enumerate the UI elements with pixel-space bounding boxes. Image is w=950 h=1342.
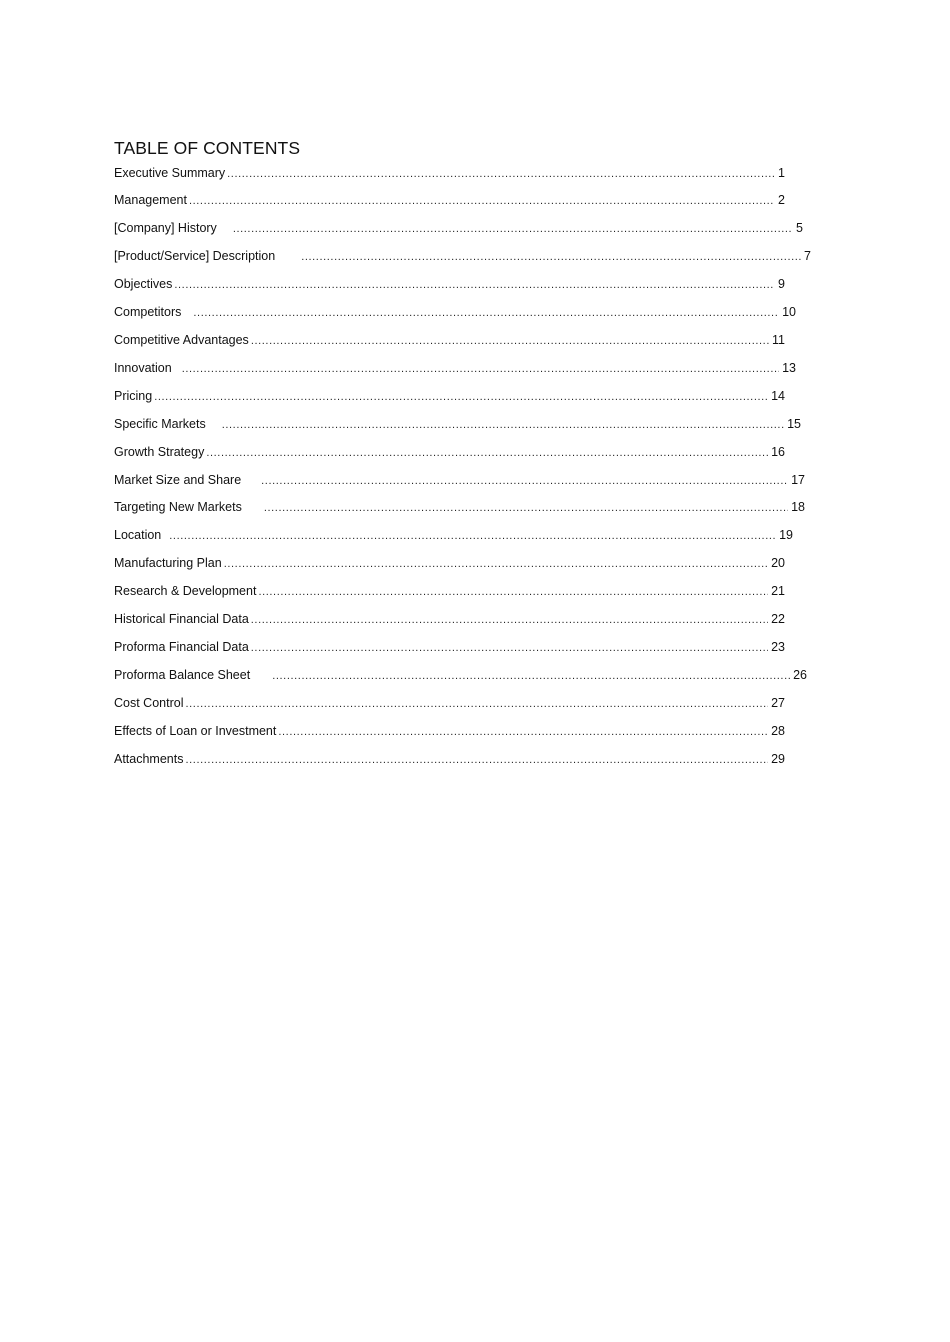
toc-entry-page: 15 xyxy=(787,417,801,431)
toc-entry-page: 21 xyxy=(771,584,785,598)
toc-dot-leader xyxy=(185,751,768,768)
toc-entry[interactable] xyxy=(114,275,785,293)
toc-entry[interactable] xyxy=(114,219,803,237)
toc-entry[interactable] xyxy=(114,331,785,349)
toc-entry-page: 28 xyxy=(771,724,785,738)
toc-entry-page: 16 xyxy=(771,445,785,459)
toc-dot-leader xyxy=(185,695,768,712)
toc-entry[interactable] xyxy=(114,526,793,544)
toc-entry[interactable] xyxy=(114,582,785,600)
toc-entry-label: Location xyxy=(114,528,162,542)
toc-entry-page: 19 xyxy=(779,528,793,542)
toc-entry-page: 22 xyxy=(771,612,785,626)
toc-entry[interactable] xyxy=(114,359,796,377)
toc-entry-page: 26 xyxy=(793,668,807,682)
toc-entry-label: Manufacturing Plan xyxy=(114,556,222,570)
toc-dot-leader xyxy=(174,276,775,293)
toc-entry-page: 1 xyxy=(778,166,785,180)
toc-dot-leader xyxy=(206,444,768,461)
toc-dot-leader xyxy=(193,304,779,321)
toc-entry-page: 10 xyxy=(782,305,796,319)
toc-entry-label: Market Size and Share xyxy=(114,473,242,487)
toc-entry-page: 13 xyxy=(782,361,796,375)
toc-entry-label: Effects of Loan or Investment xyxy=(114,724,277,738)
toc-dot-leader xyxy=(227,165,775,182)
toc-dot-leader xyxy=(251,639,768,656)
toc-entry-page: 5 xyxy=(796,221,803,235)
toc-dot-leader xyxy=(251,332,769,349)
toc-entry-label: Proforma Financial Data xyxy=(114,640,249,654)
toc-entry-label: Attachments xyxy=(114,752,184,766)
toc-entry-label: Cost Control xyxy=(114,696,184,710)
toc-entry-label: Growth Strategy xyxy=(114,445,205,459)
toc-dot-leader xyxy=(251,611,768,628)
toc-entry-label: [Company] History xyxy=(114,221,217,235)
toc-entry-page: 29 xyxy=(771,752,785,766)
toc-dot-leader xyxy=(233,220,793,237)
toc-entry-label: [Product/Service] Description xyxy=(114,249,276,263)
toc-title: TABLE OF CONTENTS xyxy=(114,138,301,158)
toc-dot-leader xyxy=(189,192,775,209)
toc-entry[interactable] xyxy=(114,638,785,656)
toc-entry[interactable] xyxy=(114,247,811,265)
toc-entry-page: 27 xyxy=(771,696,785,710)
toc-entry[interactable] xyxy=(114,164,785,182)
toc-entry[interactable] xyxy=(114,610,785,628)
toc-entry-page: 9 xyxy=(778,277,785,291)
toc-entry-page: 14 xyxy=(771,389,785,403)
toc-entry-label: Proforma Balance Sheet xyxy=(114,668,251,682)
toc-entry-page: 11 xyxy=(772,333,785,347)
toc-list xyxy=(114,0,834,800)
toc-entry[interactable] xyxy=(114,303,796,321)
toc-entry[interactable] xyxy=(114,694,785,712)
toc-entry-label: Specific Markets xyxy=(114,417,206,431)
toc-entry[interactable] xyxy=(114,750,785,768)
toc-entry-label: Competitors xyxy=(114,305,182,319)
toc-entry-page: 20 xyxy=(771,556,785,570)
toc-dot-leader xyxy=(258,583,768,600)
toc-dot-leader xyxy=(169,527,776,544)
toc-entry[interactable] xyxy=(114,443,785,461)
toc-entry[interactable] xyxy=(114,387,785,405)
toc-dot-leader xyxy=(182,360,779,377)
toc-dot-leader xyxy=(261,472,788,489)
toc-dot-leader xyxy=(278,723,768,740)
toc-entry-page: 17 xyxy=(791,473,805,487)
toc-dot-leader xyxy=(154,388,768,405)
toc-entry[interactable] xyxy=(114,415,801,433)
toc-dot-leader xyxy=(301,248,801,265)
toc-entry[interactable] xyxy=(114,498,805,516)
toc-entry-label: Pricing xyxy=(114,389,153,403)
toc-entry-label: Objectives xyxy=(114,277,173,291)
toc-entry-label: Competitive Advantages xyxy=(114,333,249,347)
toc-dot-leader xyxy=(224,555,768,572)
toc-entry-page: 18 xyxy=(791,500,805,514)
toc-entry-label: Executive Summary xyxy=(114,166,226,180)
toc-dot-leader xyxy=(222,416,784,433)
toc-entry-label: Historical Financial Data xyxy=(114,612,249,626)
toc-entry[interactable] xyxy=(114,471,805,489)
toc-dot-leader xyxy=(272,667,790,684)
toc-entry[interactable] xyxy=(114,554,785,572)
toc-entry-page: 2 xyxy=(778,193,785,207)
toc-entry-label: Research & Development xyxy=(114,584,257,598)
toc-entry-label: Innovation xyxy=(114,361,172,375)
toc-entry[interactable] xyxy=(114,191,785,209)
toc-entry-label: Management xyxy=(114,193,187,207)
toc-dot-leader xyxy=(264,499,788,516)
toc-entry-label: Targeting New Markets xyxy=(114,500,242,514)
toc-entry[interactable] xyxy=(114,722,785,740)
toc-entry[interactable] xyxy=(114,666,807,684)
toc-entry-page: 23 xyxy=(771,640,785,654)
toc-entry-page: 7 xyxy=(804,249,811,263)
